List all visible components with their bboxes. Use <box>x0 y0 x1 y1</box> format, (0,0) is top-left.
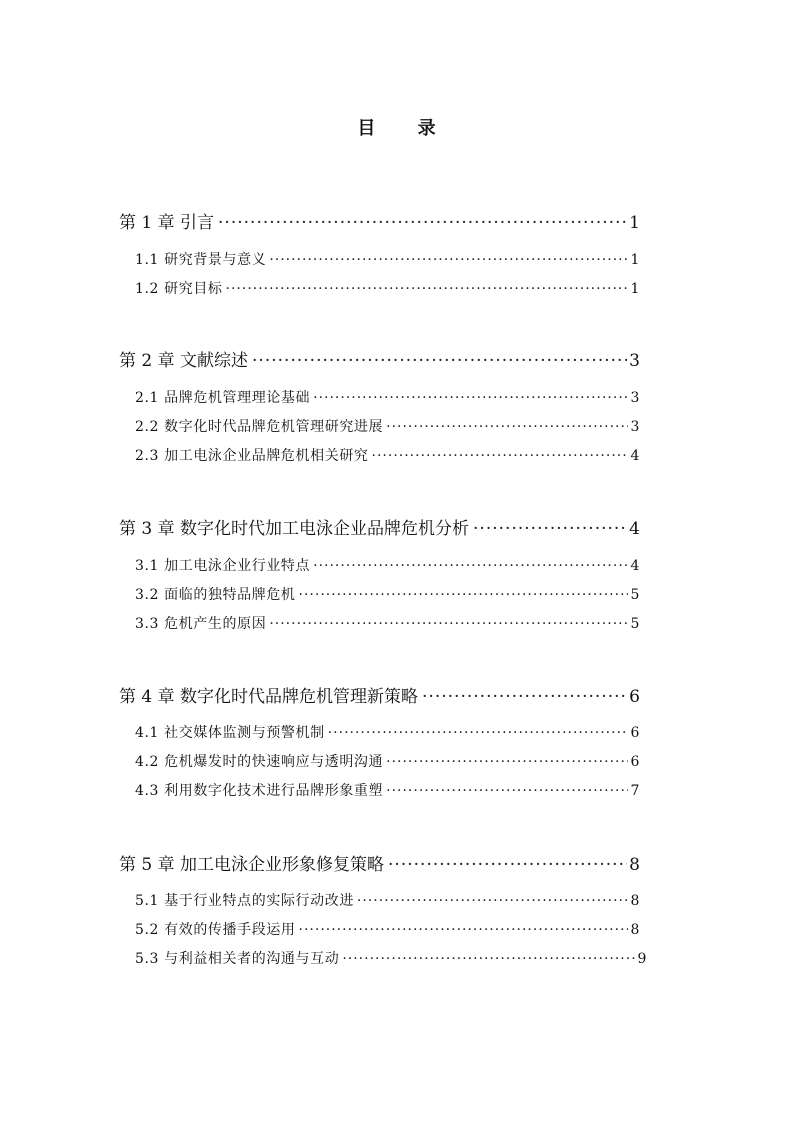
toc-section-1-1[interactable] <box>135 249 640 269</box>
section-label: 1.2 研究目标 <box>135 281 223 297</box>
dot-leader <box>252 351 627 371</box>
page-number: 4 <box>630 558 640 574</box>
section-label: 1.1 研究背景与意义 <box>135 252 267 268</box>
dot-leader <box>357 893 629 909</box>
page-number: 3 <box>629 351 640 371</box>
dot-leader <box>388 855 627 875</box>
page-number: 5 <box>630 616 640 632</box>
toc-section-3-1[interactable] <box>135 555 640 575</box>
section-label: 5.2 有效的传播手段运用 <box>135 922 296 938</box>
page-number: 8 <box>630 893 640 909</box>
chapter-label: 第 4 章 数字化时代品牌危机管理新策略 <box>119 687 419 707</box>
section-label: 3.3 危机产生的原因 <box>135 616 267 632</box>
toc-section-3-3[interactable] <box>135 613 640 633</box>
toc-section-2-1[interactable] <box>135 387 640 407</box>
dot-leader <box>386 754 628 770</box>
page-number: 9 <box>637 951 647 967</box>
toc-section-4-2[interactable] <box>135 751 640 771</box>
dot-leader <box>269 616 628 632</box>
dot-leader <box>218 213 627 233</box>
dot-leader <box>422 687 627 707</box>
page-number: 6 <box>630 754 640 770</box>
section-label: 3.1 加工电泳企业行业特点 <box>135 558 311 574</box>
toc-chapter-3[interactable] <box>119 514 640 539</box>
section-label: 2.3 加工电泳企业品牌危机相关研究 <box>135 448 369 464</box>
page-number: 8 <box>629 855 640 875</box>
toc-chapter-5[interactable] <box>119 850 640 875</box>
chapter-label: 第 1 章 引言 <box>119 213 215 233</box>
toc-chapter-2[interactable] <box>119 346 640 371</box>
dot-leader <box>328 725 629 741</box>
section-label: 4.3 利用数字化技术进行品牌形象重塑 <box>135 783 384 799</box>
page-number: 8 <box>630 922 640 938</box>
page-number: 4 <box>629 519 640 539</box>
section-label: 4.1 社交媒体监测与预警机制 <box>135 725 325 741</box>
toc-title: 目 录 <box>357 118 454 139</box>
section-label: 4.2 危机爆发时的快速响应与透明沟通 <box>135 754 384 770</box>
dot-leader <box>313 390 628 406</box>
section-label: 2.2 数字化时代品牌危机管理研究进展 <box>135 419 384 435</box>
chapter-label: 第 3 章 数字化时代加工电泳企业品牌危机分析 <box>119 519 470 539</box>
dot-leader <box>386 419 628 435</box>
toc-section-3-2[interactable] <box>135 584 640 604</box>
toc-chapter-1[interactable] <box>119 208 640 233</box>
toc-section-4-3[interactable] <box>135 780 640 800</box>
section-label: 5.3 与利益相关者的沟通与互动 <box>135 951 340 967</box>
toc-section-5-2[interactable] <box>135 919 640 939</box>
section-label: 2.1 品牌危机管理理论基础 <box>135 390 311 406</box>
section-label: 5.1 基于行业特点的实际行动改进 <box>135 893 354 909</box>
dot-leader <box>313 558 628 574</box>
dot-leader <box>299 922 629 938</box>
page-number: 7 <box>630 783 640 799</box>
toc-chapter-4[interactable] <box>119 682 640 707</box>
page-number: 4 <box>630 448 640 464</box>
toc-section-2-3[interactable] <box>135 445 640 465</box>
dot-leader <box>372 448 629 464</box>
dot-leader <box>386 783 628 799</box>
toc-section-5-3[interactable] <box>135 948 647 968</box>
toc-section-1-2[interactable] <box>135 278 640 298</box>
page-number: 1 <box>630 281 640 297</box>
toc-section-4-1[interactable] <box>135 722 640 742</box>
chapter-label: 第 5 章 加工电泳企业形象修复策略 <box>119 855 385 875</box>
page-number: 1 <box>629 213 640 233</box>
dot-leader <box>269 252 628 268</box>
dot-leader <box>342 951 635 967</box>
dot-leader <box>226 281 629 297</box>
page-number: 5 <box>630 587 640 603</box>
page-number: 6 <box>630 725 640 741</box>
toc-section-5-1[interactable] <box>135 890 640 910</box>
page-number: 3 <box>630 390 640 406</box>
toc-section-2-2[interactable] <box>135 416 640 436</box>
page-number: 3 <box>630 419 640 435</box>
dot-leader <box>473 519 627 539</box>
page-number: 6 <box>629 687 640 707</box>
page-number: 1 <box>630 252 640 268</box>
chapter-label: 第 2 章 文献综述 <box>119 351 249 371</box>
section-label: 3.2 面临的独特品牌危机 <box>135 587 296 603</box>
dot-leader <box>299 587 629 603</box>
